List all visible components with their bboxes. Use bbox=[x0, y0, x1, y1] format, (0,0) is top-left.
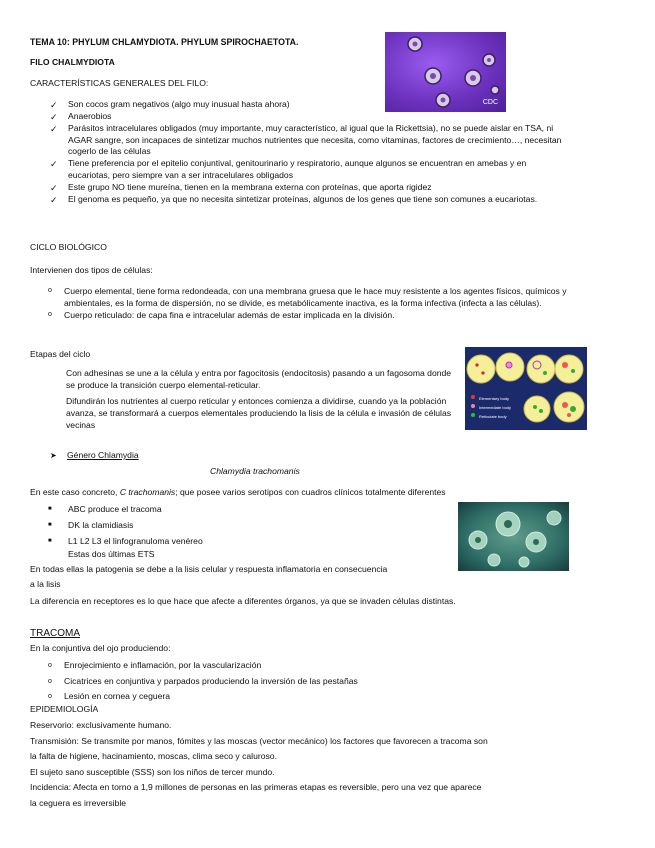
etapas-heading: Etapas del ciclo bbox=[30, 349, 91, 359]
caracteristicas-list bbox=[50, 99, 570, 206]
sujeto-sano-text: El sujeto sano susceptible (SSS) son los niños de tercer mundo. bbox=[30, 767, 275, 777]
tracoma-intro: En la conjuntiva del ojo produciendo: bbox=[30, 643, 171, 653]
patogenia-line-1: En todas ellas la patogenia se debe a la lisis celular y respuesta inflamatoria en consecuencia bbox=[30, 564, 388, 574]
patogenia-line-2: a la lisis bbox=[30, 579, 61, 589]
etapas-paragraph-2: Difundirán los nutrientes al cuerpo reticular y entonces comienza a dividirse, cuando ya la población avanza, se transformará a cuerpos elementales produciendo la lisis de la célula e invasión de células vecinas bbox=[66, 396, 452, 430]
caso-concreto-text: En este caso concreto, C trachomanis; que posee varios serotipos con cuadros clínicos totalmente diferentes bbox=[30, 487, 446, 497]
legend-elementary: Elementary body bbox=[479, 396, 510, 401]
circle-bullet-icon: o bbox=[48, 310, 52, 318]
ciclo-intro: Intervienen dos tipos de células: bbox=[30, 265, 153, 275]
checkmark-icon: ✓ bbox=[50, 159, 58, 170]
cdc-credit-label: CDC bbox=[482, 99, 498, 107]
checkmark-icon: ✓ bbox=[50, 111, 58, 122]
incidencia-line-2: la ceguera es irreversible bbox=[30, 798, 127, 808]
ets-note: Estas dos últimas ETS bbox=[68, 549, 155, 559]
tracoma-heading: TRACOMA bbox=[30, 628, 80, 639]
list-item: ✓ Son cocos gram negativos (algo muy inusual hasta ahora) bbox=[50, 99, 290, 110]
list-item: o Cuerpo reticulado: de capa fina e intracelular además de estar implicada en la división. bbox=[48, 309, 395, 320]
diferencia-text: La diferencia en receptores es lo que hace que afecte a diferentes órganos, ya que se invaden células distintas. bbox=[30, 596, 456, 606]
legend-reticulate: Reticulate body bbox=[479, 414, 507, 419]
list-item: ✓ Anaerobios bbox=[50, 110, 112, 122]
square-bullet-icon: ■ bbox=[48, 506, 52, 512]
list-item: ■ L1 L2 L3 el linfogranuloma venéreo bbox=[48, 533, 203, 549]
list-item: ■ ABC produce el tracoma bbox=[48, 501, 203, 517]
reservorio-text: Reservorio: exclusivamente humano. bbox=[30, 720, 172, 730]
list-item: ✓ Este grupo NO tiene mureína, tienen en la membrana externa con proteínas, que aporta rigidez bbox=[50, 182, 432, 194]
ciclo-list bbox=[48, 286, 573, 322]
checkmark-icon: ✓ bbox=[50, 194, 58, 205]
incidencia-line-1: Incidencia: Afecta en torno a 1,9 millones de personas en las primeras etapas es reversible, pero una vez que aparece bbox=[30, 782, 482, 792]
list-item: ■ DK la clamidiasis bbox=[48, 517, 203, 533]
legend-intermediate: Intermediate body bbox=[479, 405, 512, 410]
circle-bullet-icon: o bbox=[48, 662, 52, 669]
life-cycle-diagram-image bbox=[465, 347, 587, 430]
circle-bullet-icon: o bbox=[48, 693, 52, 700]
checkmark-icon: ✓ bbox=[50, 123, 58, 134]
circle-bullet-icon: o bbox=[48, 287, 52, 294]
checkmark-icon: ✓ bbox=[50, 100, 58, 110]
list-item: ✓ El genoma es pequeño, ya que no necesita sintetizar proteínas, algunos de los genes que tiene son comunes a eucariotas. bbox=[50, 193, 538, 205]
etapas-paragraph-1: Con adhesinas se une a la célula y entra por fagocitosis (endocitosis) pasando a un fagosoma donde se produce la transición cuerpo elemental-reticular. bbox=[66, 368, 452, 390]
caracteristicas-heading: CARACTERÍSTICAS GENERALES DEL FILO: bbox=[30, 78, 209, 88]
teal-micrograph-cells bbox=[458, 502, 569, 571]
square-bullet-icon: ■ bbox=[48, 538, 52, 544]
ciclo-heading: CICLO BIOLÓGICO bbox=[30, 242, 107, 252]
section-filo-heading: FILO CHALMYDIOTA bbox=[30, 57, 115, 67]
list-item: ✓ Tiene preferencia por el epitelio conjuntival, genitourinario y respiratorio, aunque algunos se encuentran en amebas y en eucariotas, pero siempre van a ser intracelulares obligados bbox=[50, 158, 527, 181]
list-item: o Enrojecimiento e inflamación, por la vascularización bbox=[48, 658, 573, 674]
epidemiologia-heading: EPIDEMIOLOGÍA bbox=[30, 704, 99, 714]
arrow-bullet-icon: ➤ bbox=[50, 451, 57, 460]
list-item: o Cuerpo elemental, tiene forma redondeada, con una membrana gruesa que le hace muy resistente a los agentes físicos, químicos y ambientales, es la forma de dispersión, no se divide, es metabólicamente inactiva, es la forma infectiva (infecta a las células). bbox=[48, 286, 567, 308]
list-item: ✓ Parásitos intracelulares obligados (muy importante, muy característico, al igual que la Rickettsia), no se puede aislar en TSA, ni AGAR sangre, son incapaces de sintetizar muchos nutrientes que necesita, como vitaminas, factores de crecimiento…, necesitan cogerlo de las células bbox=[50, 122, 562, 157]
checkmark-icon: ✓ bbox=[50, 183, 58, 194]
transmision-line-2: la falta de higiene, hacinamiento, moscas, clima seco y caluroso. bbox=[30, 751, 277, 761]
tracoma-list bbox=[48, 658, 573, 705]
circle-bullet-icon: o bbox=[48, 677, 52, 685]
serotipos-list bbox=[48, 501, 203, 549]
list-item: o Lesión en cornea y ceguera bbox=[48, 689, 573, 705]
chlamydia-teal-micrograph-image bbox=[458, 502, 569, 571]
genero-label: Género Chlamydia bbox=[67, 450, 139, 460]
page-title: TEMA 10: PHYLUM CHLAMYDIOTA. PHYLUM SPIROCHAETOTA. bbox=[30, 37, 299, 47]
cycle-legend bbox=[479, 394, 511, 421]
species-name: Chlamydia trachomanis bbox=[210, 466, 300, 476]
list-item: o Cicatrices en conjuntiva y parpados produciendo la inversión de las pestañas bbox=[48, 674, 573, 690]
square-bullet-icon: ■ bbox=[48, 522, 52, 528]
transmision-line-1: Transmisión: Se transmite por manos, fómites y las moscas (vector mecánico) los factores que favorecen a tracoma son bbox=[30, 736, 488, 746]
